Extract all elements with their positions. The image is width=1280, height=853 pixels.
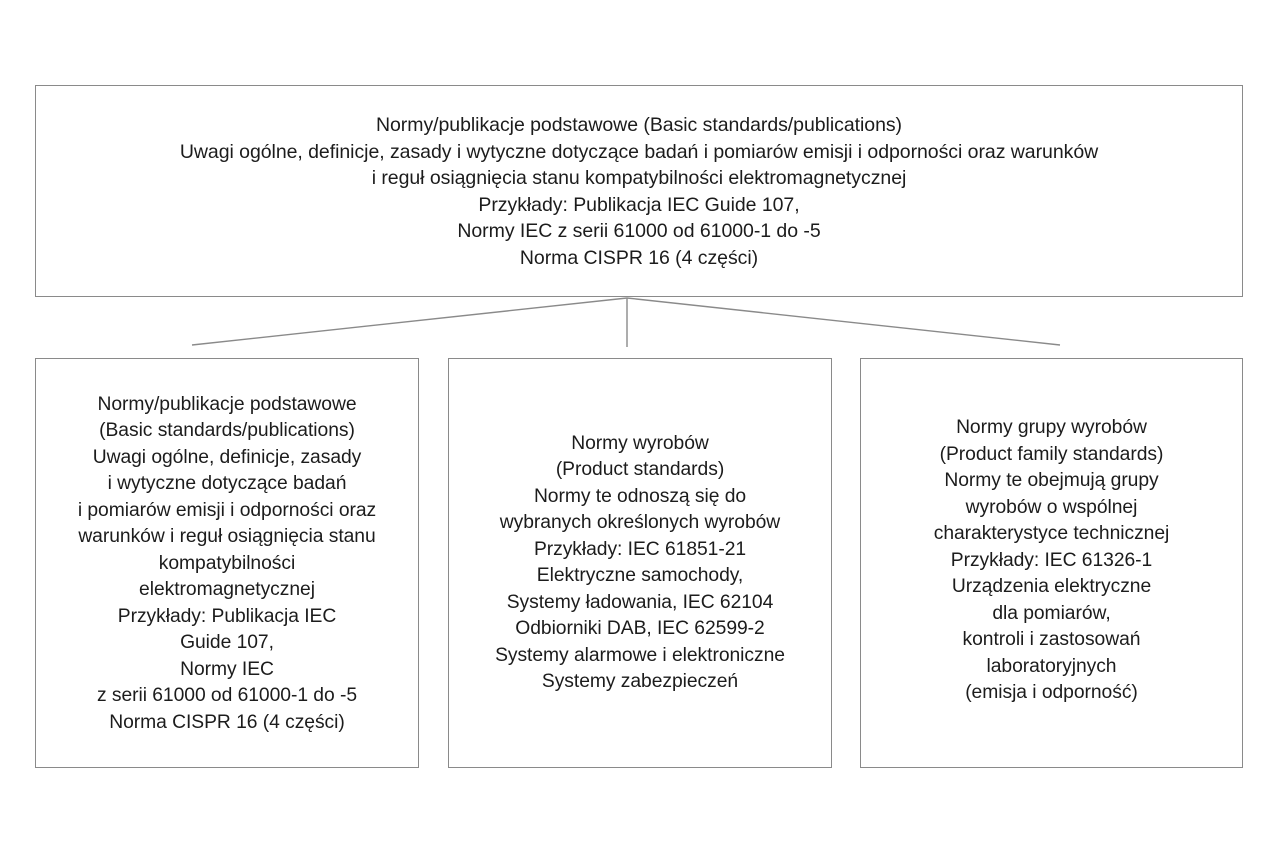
box-product-family-standards [860, 358, 1243, 768]
box-basic-standards-root [35, 85, 1243, 297]
text-line: i reguł osiągnięcia stanu kompatybilności elektromagnetycznej [371, 167, 907, 190]
text-line: Norma CISPR 16 (4 części) [519, 246, 759, 269]
text-line: laboratoryjnych [986, 655, 1117, 677]
text-line: i wytyczne dotyczące badań [107, 473, 347, 495]
text-line: Normy grupy wyrobów [956, 417, 1147, 439]
text-line: Guide 107, [180, 632, 274, 654]
text-line: Normy/publikacje podstawowe (Basic standards/publications) [375, 114, 903, 136]
text-line: elektromagnetycznej [139, 579, 315, 601]
text-line: z serii 61000 od 61000-1 do -5 [96, 685, 358, 707]
text-line: Systemy ładowania, IEC 62104 [506, 591, 774, 613]
box-product-family-standards-text [934, 415, 1170, 707]
text-line: Odbiorniki DAB, IEC 62599-2 [515, 618, 765, 639]
text-line: (emisja i odporność) [965, 682, 1138, 704]
text-line: i pomiarów emisji i odporności oraz [77, 499, 377, 521]
text-line: Uwagi ogólne, definicje, zasady [92, 446, 362, 468]
text-line: Systemy alarmowe i elektroniczne [495, 644, 785, 666]
text-line: charakterystyce technicznej [933, 523, 1170, 545]
text-line: Uwagi ogólne, definicje, zasady i wytyczne dotyczące badań i pomiarów emisji i odporności oraz warunków [179, 140, 1099, 163]
box-basic-standards [35, 358, 419, 768]
connector-to-family [627, 298, 1060, 345]
text-line: (Product family standards) [939, 443, 1164, 465]
text-line: Normy/publikacje podstawowe [97, 393, 357, 415]
text-line: Norma CISPR 16 (4 części) [109, 711, 345, 733]
text-line: kontroli i zastosowań [962, 629, 1141, 651]
text-line: wybranych określonych wyrobów [499, 512, 781, 533]
text-line: kompatybilności [158, 552, 296, 574]
text-line: dla pomiarów, [992, 602, 1111, 624]
text-line: (Product standards) [555, 459, 725, 480]
text-line: (Basic standards/publications) [99, 420, 355, 442]
text-line: Urządzenia elektryczne [951, 576, 1152, 598]
text-line: Elektryczne samochody, [536, 565, 744, 586]
text-line: Normy IEC z serii 61000 od 61000-1 do -5 [457, 220, 821, 243]
box-product-standards-text [495, 431, 785, 696]
text-line: Przykłady: Publikacja IEC Guide 107, [478, 193, 800, 216]
box-basic-standards-text [78, 392, 376, 737]
text-line: Normy te odnoszą się do [533, 485, 747, 507]
text-line: Przykłady: IEC 61851-21 [533, 538, 747, 560]
text-line: Normy te obejmują grupy [944, 470, 1159, 492]
box-product-standards [448, 358, 832, 768]
text-line: warunków i reguł osiągnięcia stanu [78, 526, 376, 548]
text-line: Przykłady: IEC 61326-1 [950, 549, 1153, 571]
connector-to-basic [192, 298, 627, 345]
box-basic-standards-root-text [180, 112, 1098, 272]
text-line: Przykłady: Publikacja IEC [117, 605, 337, 627]
text-line: wyrobów o wspólnej [965, 496, 1138, 518]
text-line: Normy IEC [180, 658, 274, 680]
text-line: Systemy zabezpieczeń [541, 671, 739, 692]
text-line: Normy wyrobów [571, 432, 709, 454]
